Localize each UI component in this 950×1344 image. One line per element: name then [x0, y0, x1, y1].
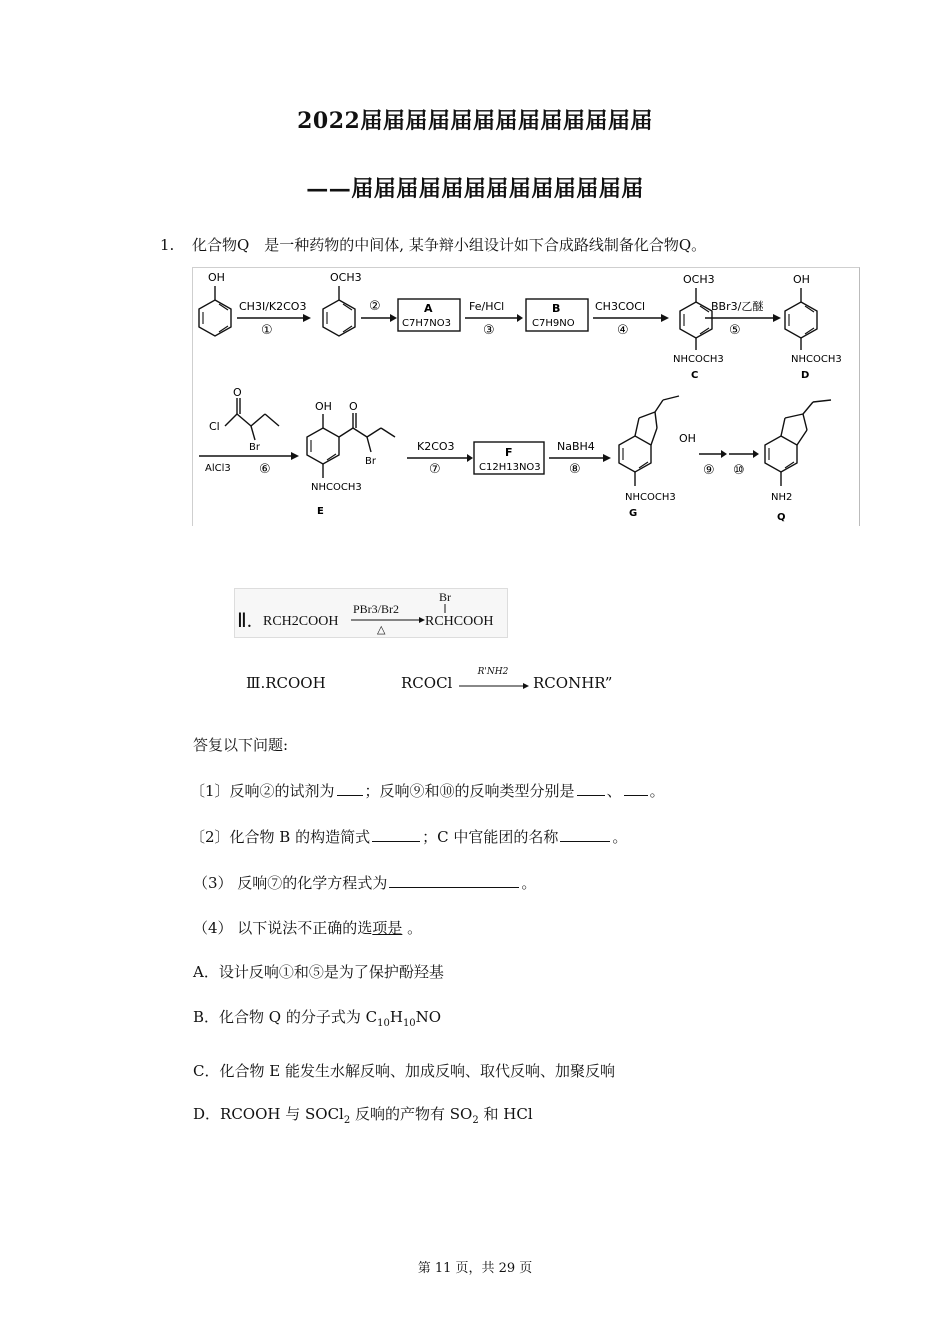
option-c: C．化合物 E 能发生水解反响、加成反响、取代反响、加聚反响 — [193, 1062, 615, 1080]
option-d-post: 和 HCl — [478, 1105, 533, 1123]
step5-reagent: BBr3/乙醚 — [711, 300, 764, 313]
scheme-drawing — [193, 268, 859, 526]
step3-reagent: Fe/HCl — [469, 300, 505, 313]
part-2-text-c: 。 — [612, 828, 628, 846]
option-b-sub-c: 10 — [377, 1018, 390, 1029]
acylcl-cl: Cl — [209, 420, 220, 433]
step10-num: ⑩ — [733, 463, 745, 478]
G-label: G — [629, 508, 638, 519]
synthesis-scheme — [192, 267, 860, 526]
info-iii-label: Ⅲ.RCOOH — [246, 674, 326, 692]
part-4-underlined: 项是 — [372, 919, 403, 937]
Q-label: Q — [777, 512, 786, 523]
D-label: D — [801, 370, 810, 381]
info-ii-drawing — [235, 589, 507, 637]
page-subtitle: ——届届届届届届届届届届届届届 — [306, 176, 644, 202]
option-d-sub-2: 2 — [472, 1115, 479, 1126]
step1-reagent: CH3I/K2CO3 — [239, 300, 307, 313]
phenol-oh: OH — [208, 271, 225, 284]
D-nhcoch3: NHCOCH3 — [791, 354, 842, 365]
step8-reagent: NaBH4 — [557, 440, 595, 453]
boxA-label: A — [424, 302, 433, 315]
G-ring — [619, 436, 651, 472]
E-label: E — [317, 506, 324, 517]
step5-num: ⑤ — [729, 323, 741, 338]
part-4 — [193, 921, 422, 936]
step7-reagent: K2CO3 — [417, 440, 455, 453]
D-ring — [785, 302, 817, 338]
C-och3: OCH3 — [683, 273, 715, 286]
option-b — [193, 1010, 441, 1029]
info-iii-product: RCONHR” — [533, 674, 613, 692]
anisole-ring — [323, 300, 355, 336]
anisole-och3: OCH3 — [330, 271, 362, 284]
E-oh: OH — [315, 400, 332, 413]
boxB-formula: C7H9NO — [532, 318, 575, 329]
option-d-mid: 反响的产物有 SO — [350, 1105, 473, 1123]
G-nhcoch3: NHCOCH3 — [625, 492, 676, 503]
answer-prompt: 答复以下问题: — [193, 736, 289, 754]
E-nhcoch3: NHCOCH3 — [311, 482, 362, 493]
step7-num: ⑦ — [429, 462, 441, 477]
part-4-text-a: （4） 以下说法不正确的选 — [193, 919, 373, 937]
part-3-text-a: （3） 反响⑦的化学方程式为 — [193, 874, 388, 892]
Q-nh2: NH2 — [771, 492, 793, 503]
part-1-text-b: ；反响⑨和⑩的反响类型分别是 — [364, 782, 575, 800]
page-title: 2022届届届届届届届届届届届届届 — [297, 108, 653, 134]
acylcl-br: Br — [249, 442, 260, 453]
part-4-text-b: 。 — [402, 919, 423, 937]
option-d-sub-1: 2 — [343, 1115, 351, 1126]
E-ring — [307, 428, 339, 464]
step6-reagent: AlCl3 — [205, 463, 231, 474]
phenol-ring — [199, 300, 231, 336]
part-2-text-a: 〔2〕化合物 B 的构造简式 — [190, 828, 371, 846]
C-nhcoch3: NHCOCH3 — [673, 354, 724, 365]
info-iii-middle: RCOCl — [401, 674, 453, 692]
part-1-text-d: 。 — [649, 782, 665, 800]
part-2-blank-2[interactable] — [560, 841, 610, 842]
part-2-blank-1[interactable] — [372, 841, 420, 842]
question-number: 1. — [160, 236, 175, 254]
boxF-formula: C12H13NO3 — [479, 462, 541, 473]
info-iii-arrow-line — [457, 680, 529, 692]
page-footer: 第 11 页，共 29 页 — [417, 1261, 533, 1276]
option-a: A．设计反响①和⑤是为了保护酚羟基 — [193, 963, 444, 981]
part-3 — [193, 876, 536, 891]
option-b-sub-h: 10 — [402, 1018, 416, 1029]
step8-num: ⑧ — [569, 462, 581, 477]
step3-num: ③ — [483, 323, 495, 338]
Q-ring — [765, 436, 797, 472]
acylcl-o: O — [233, 386, 242, 399]
part-1 — [190, 784, 665, 799]
step2-num: ② — [369, 299, 381, 314]
step4-reagent: CH3COCl — [595, 300, 646, 313]
info-ii-condition: △ — [377, 624, 386, 636]
step1-num: ① — [261, 323, 273, 338]
info-ii-reagent: PBr3/Br2 — [353, 602, 400, 616]
option-b-pre: B．化合物 Q 的分子式为 C — [193, 1008, 378, 1026]
part-3-blank[interactable] — [389, 887, 519, 888]
part-2 — [190, 830, 627, 845]
G-oh: OH — [679, 432, 696, 445]
boxF-label: F — [505, 446, 513, 459]
part-3-text-b: 。 — [521, 874, 537, 892]
option-d — [193, 1107, 533, 1126]
part-2-text-b: ；C 中官能团的名称 — [422, 828, 559, 846]
info-ii-product: RCHCOOH — [425, 614, 494, 629]
part-1-text-a: 〔1〕反响②的试剂为 — [190, 782, 335, 800]
step6-num: ⑥ — [259, 462, 271, 477]
C-ring — [680, 302, 712, 338]
part-1-blank-3[interactable] — [624, 795, 648, 796]
info-iii-arrow — [457, 668, 529, 690]
option-d-pre: D．RCOOH 与 SOCl — [193, 1105, 344, 1123]
info-ii-roman: Ⅱ. — [237, 610, 252, 632]
info-ii-br: Br — [439, 590, 451, 604]
option-b-post: NO — [415, 1008, 442, 1026]
info-ii-box — [234, 588, 508, 638]
step9-num: ⑨ — [703, 463, 715, 478]
info-iii-reagent: R'NH2 — [477, 667, 509, 677]
E-br: Br — [365, 456, 376, 467]
D-oh: OH — [793, 273, 810, 286]
C-label: C — [691, 370, 699, 381]
question-intro: 化合物Q 是一种药物的中间体, 某争辩小组设计如下合成路线制备化合物Q。 — [192, 236, 707, 254]
boxB-label: B — [552, 302, 561, 315]
info-ii-reactant: RCH2COOH — [263, 614, 339, 629]
part-1-text-c: 、 — [606, 782, 622, 800]
part-1-blank-2[interactable] — [577, 795, 605, 796]
part-1-blank-1[interactable] — [337, 795, 363, 796]
option-b-h: H — [389, 1008, 403, 1026]
boxA-formula: C7H7NO3 — [402, 318, 451, 329]
step4-num: ④ — [617, 323, 629, 338]
E-o: O — [349, 400, 358, 413]
